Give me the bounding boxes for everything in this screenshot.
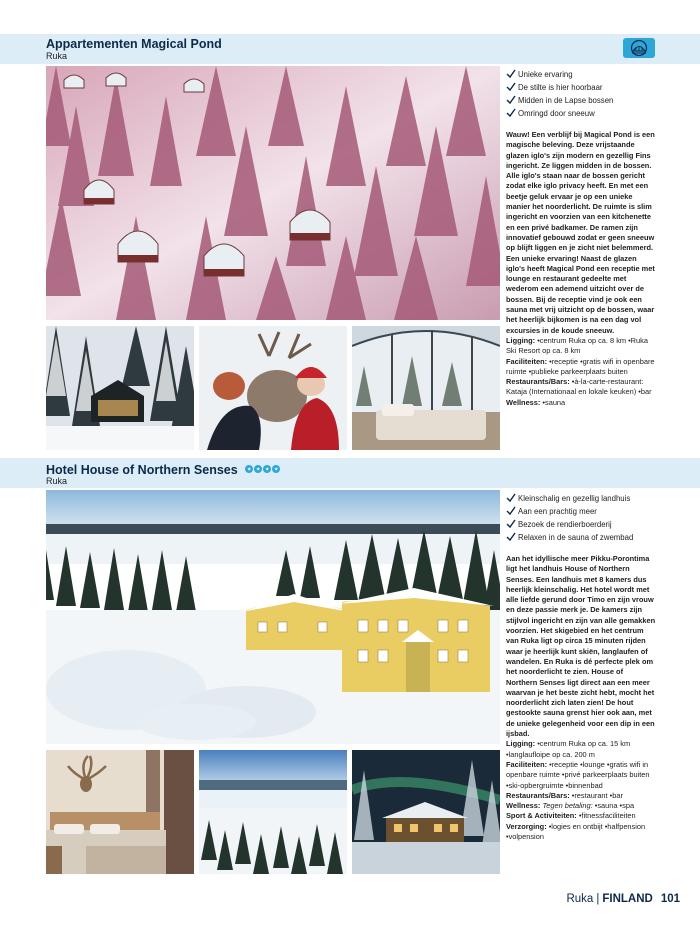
checkmark-icon bbox=[506, 82, 516, 92]
usp-list bbox=[506, 68, 656, 120]
star-icon bbox=[245, 465, 253, 473]
footer-region: Ruka bbox=[566, 893, 594, 905]
star-rating bbox=[245, 462, 281, 476]
frozen-lake-aerial-photo bbox=[199, 750, 347, 874]
glass-cabin-forest-photo bbox=[46, 326, 194, 450]
footer-separator: | bbox=[596, 893, 600, 905]
page-number: 101 bbox=[660, 893, 680, 905]
info-column bbox=[506, 492, 656, 842]
igloo-interior-photo bbox=[352, 326, 500, 450]
hotel-description: Aan het idyllische meer Pikku-Porontima ligt het landhuis House of Northern Senses. Een landhuis met 8 kamers dus heerlijk kleinschalig. Het hotel wordt met alle liefde gerund door Timo en zijn vrouw en deze passie merk je. De kamers zijn stijlvol ingericht en zijn van alle gemakken voorzien. Het skigebied en het centrum van Ruka ligt op circa 15 minuten rijden waar je heerlijk kunt skiën, langlaufen of wandelen. En Ruka is dé perfecte plek om het noorderlicht te zien. House of Northern Senses ligt direct aan een meer waarvan je het beste zicht hebt, mocht het noorderlicht zich laten zien! De hout gestookte sauna grenst hier ook aan, met de unieke gelegenheid voor een dip in een ijsbad. bbox=[506, 554, 656, 739]
igloo-badge-icon bbox=[623, 38, 655, 58]
checkmark-icon bbox=[506, 69, 516, 79]
checkmark-icon bbox=[506, 493, 516, 503]
usp-list bbox=[506, 492, 656, 544]
usp-item: Kleinschalig en gezellig landhuis bbox=[506, 492, 656, 505]
checkmark-icon bbox=[506, 519, 516, 529]
usp-item: Omringd door sneeuw bbox=[506, 107, 656, 120]
hotel-location: Ruka bbox=[46, 51, 68, 61]
star-icon bbox=[272, 465, 280, 473]
checkmark-icon bbox=[506, 95, 516, 105]
usp-item: Midden in de Lapse bossen bbox=[506, 94, 656, 107]
usp-item: Aan een prachtig meer bbox=[506, 505, 656, 518]
hotel-location: Ruka bbox=[46, 476, 68, 486]
hotel-facts: Ligging: •centrum Ruka op ca. 15 km •langlaufloipe op ca. 200 m Faciliteiten: •receptie •lounge •gratis wifi in openbare ruimte •privé parkeerplaats buiten •ski-opbergruimte •binnenbad Restaurants/Bars: •restaurant •bar Wellness: Tegen betaling: •sauna •spa Sport & Activiteiten: •fitnessfaciliteiten Verzorging: •logies en ontbijt •halfpension •volpension bbox=[506, 739, 650, 842]
page-footer bbox=[566, 893, 680, 905]
usp-item: Bezoek de rendierboerderij bbox=[506, 518, 656, 531]
info-column bbox=[506, 68, 656, 408]
checkmark-icon bbox=[506, 532, 516, 542]
children-reindeer-photo bbox=[199, 326, 347, 450]
yellow-lodge-aerial-photo bbox=[46, 490, 500, 744]
lodge-night-aurora-photo bbox=[352, 750, 500, 874]
hotel-description: Wauw! Een verblijf bij Magical Pond is een magische beleving. Deze vrijstaande glazen iglo's zijn modern en gezellig Fins ingericht. Ze liggen midden in de bossen. Alle iglo's staan naar de bossen gericht zodat elke iglo privacy heeft. En met een beetje geluk ervaar je op een unieke manier het noorderlicht. De ruimte is slim ingericht en voorzien van een kitchenette en een privé badkamer. De ramen zijn innovatief gebouwd zodat er geen sneeuw op blijft liggen en je zicht niet belemmerd. Een unieke ervaring! Naast de glazen iglo's heeft Magical Pond een receptie met lounge en restaurant gedeelte met wederom een ademend uitzicht over de bossen. Bij de receptie vind je ook een sauna met vrij uitzicht op de bossen, waar het heerlijk bijkomen is na een dag vol excursies in de koude sneeuw. bbox=[506, 130, 655, 335]
hotel-title: Appartementen Magical Pond bbox=[46, 37, 222, 51]
star-icon bbox=[263, 465, 271, 473]
footer-country: FINLAND bbox=[602, 893, 653, 905]
hotel-facts: Ligging: •centrum Ruka op ca. 8 km •Ruka Ski Resort op ca. 8 km Faciliteiten: •receptie •gratis wifi in openbare ruimte •publieke parkeerplaats buiten Restaurants/Bars: •à-la-carte-restaurant: Kataja (Internationaal en lokale keuken) •bar Wellness: •sauna bbox=[506, 335, 655, 407]
hotel-title: Hotel House of Northern Senses bbox=[46, 462, 281, 477]
igloo-forest-aerial-photo bbox=[46, 66, 500, 320]
checkmark-icon bbox=[506, 108, 516, 118]
usp-item: De stilte is hier hoorbaar bbox=[506, 81, 656, 94]
usp-item: Relaxen in de sauna of zwembad bbox=[506, 531, 656, 544]
checkmark-icon bbox=[506, 506, 516, 516]
hotel-bedroom-photo bbox=[46, 750, 194, 874]
usp-item: Unieke ervaring bbox=[506, 68, 656, 81]
star-icon bbox=[254, 465, 262, 473]
